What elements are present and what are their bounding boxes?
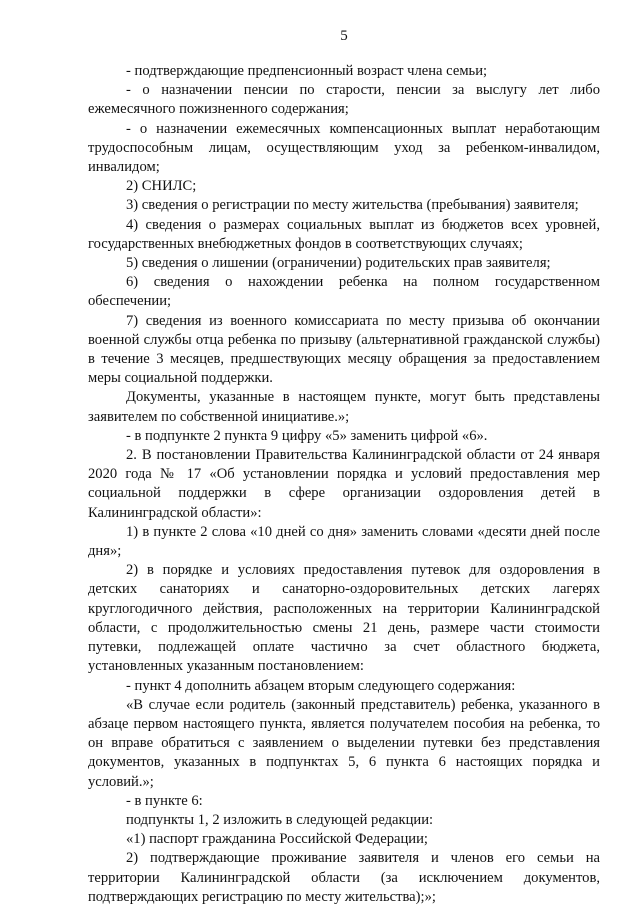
paragraph: - о назначении пенсии по старости, пенсии за выслугу лет либо ежемесячного пожизненного содержания;: [88, 82, 600, 118]
paragraph: - пункт 4 дополнить абзацем вторым следующего содержания:: [126, 677, 516, 694]
paragraph: 3) сведения о регистрации по месту жительства (пребывания) заявителя;: [126, 197, 579, 214]
paragraph: 7) сведения из военного комиссариата по месту призыва об окончании военной службы отца ребенка по призыву (альтернативной гражданской службы) в течение 3 месяцев, предшествующих месяцу обращения за предоставлением меры социальной поддержки.: [88, 312, 600, 387]
paragraph: Документы, указанные в настоящем пункте, могут быть представлены заявителем по собственной инициативе.»;: [88, 389, 600, 425]
paragraph: - подтверждающие предпенсионный возраст члена семьи;: [126, 63, 488, 79]
paragraph: 5) сведения о лишении (ограничении) родительских прав заявителя;: [126, 255, 551, 272]
paragraph: - о назначении ежемесячных компенсационных выплат неработающим трудоспособным лицам, осуществляющим уход за ребенком-инвалидом, инвалидом;: [88, 120, 600, 176]
paragraph: 1) в пункте 2 слова «10 дней со дня» заменить словами «десяти дней после дня»;: [88, 523, 600, 560]
paragraph: 4) сведения о размерах социальных выплат из бюджетов всех уровней, государственных внебюджетных фондов в соответствующих случаях;: [88, 216, 600, 252]
paragraph: 2. В постановлении Правительства Калининградской области от 24 января 2020 года № 17 «Об установлении порядка и условий предоставления мер социальной поддержки в сфере организации оздоровления детей в Калининградской области»:: [88, 447, 600, 521]
paragraph: - в подпункте 2 пункта 9 цифру «5» заменить цифрой «6».: [126, 427, 488, 444]
paragraph: 2) подтверждающие проживание заявителя и членов его семьи на территории Калининградской области (за исключением документов, подтверждающих регистрацию по месту жительства);»;: [88, 850, 600, 905]
paragraph: 6) сведения о нахождении ребенка на полном государственном обеспечении;: [88, 274, 600, 310]
paragraph: «В случае если родитель (законный представитель) ребенка, указанного в абзаце первом настоящего пункта, является получателем пособия на ребенка, то он вправе обратиться с заявлением о выделении путевки без представления документов, указанных в подпунктах 5, 6 пункта 6 настоящих порядка и условий.»;: [88, 696, 600, 790]
document-page: [88, 26, 600, 907]
paragraph: «1) паспорт гражданина Российской Федерации;: [126, 831, 428, 848]
paragraph: 2) СНИЛС;: [126, 178, 197, 195]
page-number: 5: [340, 28, 348, 44]
paragraph: подпункты 1, 2 изложить в следующей редакции:: [126, 811, 434, 828]
paragraph: 2) в порядке и условиях предоставления путевок для оздоровления в детских санаториях и санаторно-оздоровительных детских лагерях круглогодичного действия, расположенных на территории Калининградской области, с продолжительностью смены 21 день, размере части стоимости путевки, подлежащей оплате частично за счет областного бюджета, установленных указанным постановлением:: [88, 562, 600, 675]
paragraph: - в пункте 6:: [126, 792, 203, 809]
